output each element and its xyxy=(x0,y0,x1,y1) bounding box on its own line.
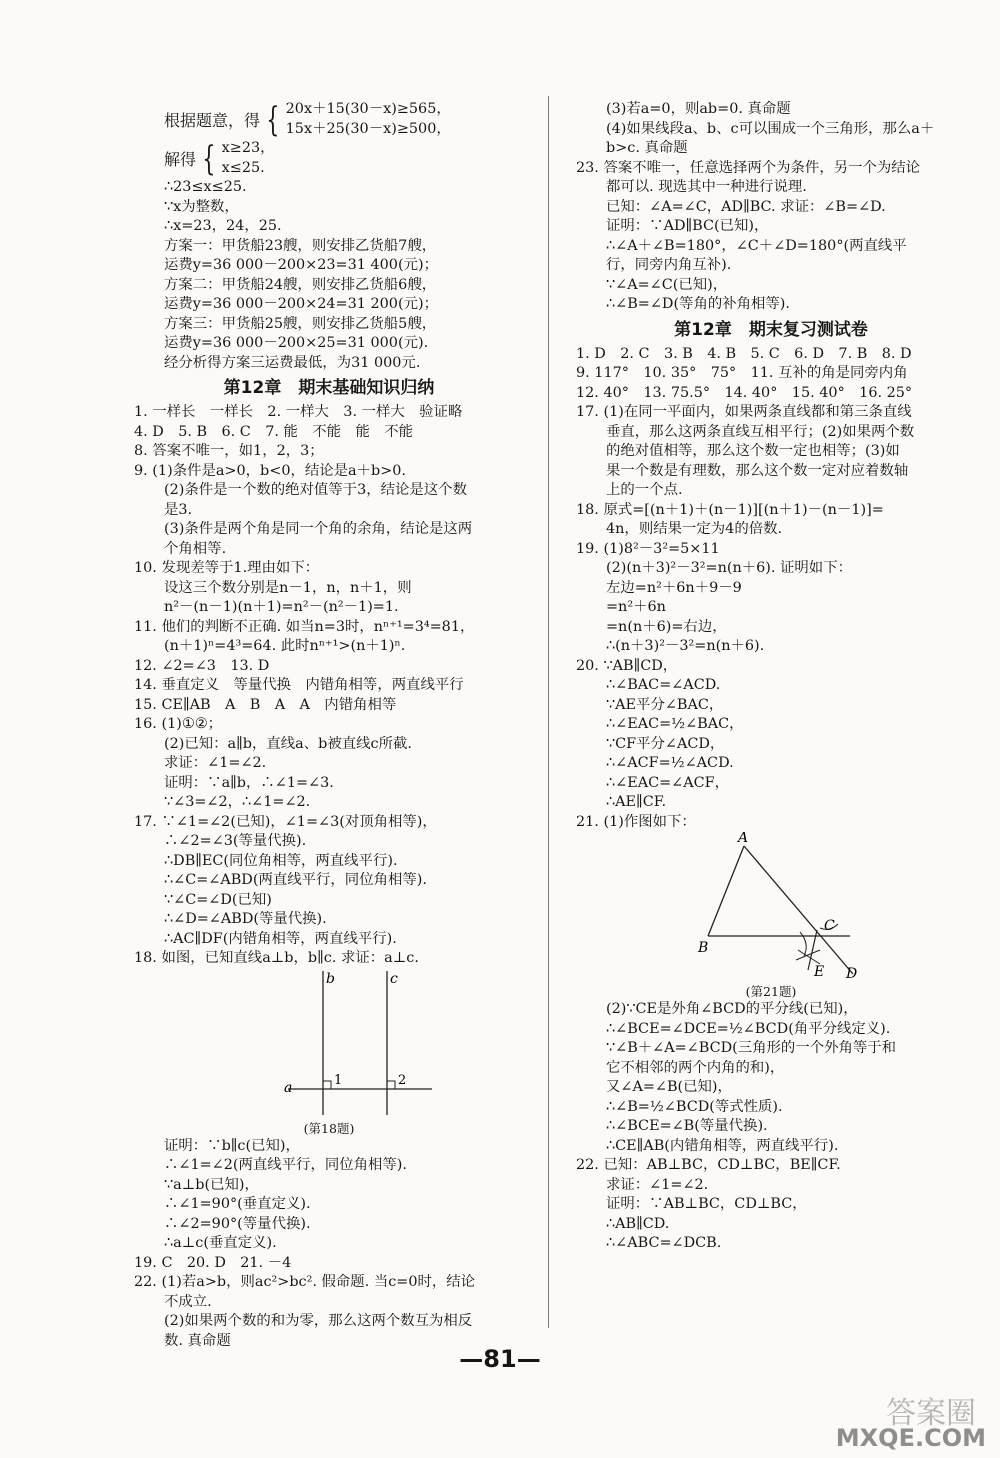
text-line: 方案三：甲货船25艘，则安排乙货船5艘， xyxy=(164,315,437,332)
text-line: 它不相邻的两个内角的和)， xyxy=(606,1059,785,1076)
side-AB xyxy=(708,846,744,936)
text-line: (2)(n＋3)²－3²=n(n＋6). 证明如下： xyxy=(606,560,852,576)
text-line: 运费y=36 000－200×25=31 000(元). xyxy=(164,335,429,351)
text-line: ∴∠ACF=½∠ACD. xyxy=(606,755,734,771)
text-line: ∴∠EAC=½∠BAC， xyxy=(606,716,744,732)
text-line: ∴AB∥CD. xyxy=(606,1215,670,1232)
text-line: 4n，则结果一定为4的倍数. xyxy=(606,521,783,537)
right-text-block-b xyxy=(558,345,984,833)
text-line: ∴∠1=∠2(两直线平行，同位角相等). xyxy=(164,1157,407,1173)
text-line: n²－(n－1)(n＋1)=n²－(n²－1)=1. xyxy=(164,599,399,615)
text-line: ∴∠2=∠3(等量代换). xyxy=(164,833,307,849)
text-line: ∴CE∥AB(内错角相等，两直线平行). xyxy=(606,1137,839,1154)
label-angle-1: 1 xyxy=(334,1072,343,1088)
text-line: 个角相等. xyxy=(164,540,227,557)
text-line: ∴∠BCE=∠B(等量代换). xyxy=(606,1118,768,1134)
text-line: ∴∠D=∠ABD(等量代换). xyxy=(164,911,327,927)
text-line: 1. D 2. C 3. B 4. B 5. C 6. D 7. B 8. D xyxy=(576,345,912,362)
text-line: (2)如果两个数的和为零，那么这两个数互为相反 xyxy=(164,1313,473,1329)
text-line: 16. (1)①②； xyxy=(134,716,223,732)
text-line: 不成立. xyxy=(164,1293,212,1310)
text-line: 证明：∵AD∥BC(已知)， xyxy=(606,218,769,234)
left-text-block-a xyxy=(116,178,542,373)
text-line: b>c. 真命题 xyxy=(606,140,688,156)
text-line: 已知：∠A=∠C，AD∥BC. 求证：∠B=∠D. xyxy=(606,198,886,215)
label-c: c xyxy=(390,970,398,987)
section-heading-basics: 第12章 期末基础知识归纳 xyxy=(223,378,435,398)
text-line: =n(n＋6)=右边， xyxy=(606,618,727,635)
figure-21 xyxy=(558,832,984,1000)
text-line: ∵∠B＋∠A=∠BCD(三角形的一个外角等于和 xyxy=(606,1040,897,1056)
text-line: ∴∠ABC=∠DCB. xyxy=(606,1235,722,1251)
text-line: ∴∠1=90°(垂直定义). xyxy=(164,1196,311,1212)
text-line: 设这三个数分别是n－1，n，n＋1，则 xyxy=(164,579,412,596)
text-line: 19. C 20. D 21. －4 xyxy=(134,1254,292,1271)
text-line: (3)条件是两个角是同一个角的余角，结论是这两 xyxy=(164,521,473,537)
text-line: 的绝对值相等，那么这个数一定也相等；(3)如 xyxy=(606,443,900,459)
text-line: ∴AE∥CF. xyxy=(606,794,667,810)
text-line: ∵x为整数， xyxy=(164,198,239,215)
text-line: ∴∠A＋∠B=180°，∠C＋∠D=180°(两直线平 xyxy=(606,237,907,254)
text-line: 17. ∵∠1=∠2(已知)，∠1=∠3(对顶角相等)， xyxy=(134,813,437,830)
text-line: 方案二：甲货船24艘，则安排乙货船6艘， xyxy=(164,276,437,293)
label-C: C xyxy=(824,918,835,934)
text-line: 左边=n²＋6n＋9－9 xyxy=(606,579,742,596)
label-angle-2: 2 xyxy=(398,1072,407,1088)
text-line: 求证：∠1=∠2. xyxy=(606,1176,709,1193)
text-line: ∴a⊥c(垂直定义). xyxy=(164,1235,277,1251)
label-A: A xyxy=(738,832,749,846)
left-text-block-b xyxy=(116,403,542,969)
text-line: ∴∠EAC=∠ACF， xyxy=(606,774,730,791)
text-line: 求证：∠1=∠2. xyxy=(164,755,267,771)
text-line: 上的一个点. xyxy=(606,482,683,498)
text-line: 行，同旁内角互补). xyxy=(606,257,732,273)
watermark-text: MXQE.COM xyxy=(835,1424,986,1452)
text-line: 4. D 5. B 6. C 7. 能 不能 能 不能 xyxy=(134,423,414,440)
text-line: 证明：∵a∥b，∴∠1=∠3. xyxy=(164,774,334,791)
text-line: 运费y=36 000－200×23=31 400(元)； xyxy=(164,257,438,273)
text-line: 20. ∵AB∥CD， xyxy=(576,657,678,674)
section-heading-test: 第12章 期末复习测试卷 xyxy=(674,319,868,340)
figure-18 xyxy=(116,969,542,1137)
text-line: 方案一：甲货船23艘，则安排乙货船7艘， xyxy=(164,237,437,254)
figure-18-diagram xyxy=(116,969,542,1119)
label-B: B xyxy=(698,940,709,956)
text-line: (2)已知：a∥b，直线a、b被直线c所截. xyxy=(164,735,412,752)
right-text-block-a xyxy=(558,100,984,315)
side-AC-extended-D xyxy=(744,846,853,974)
text-line: ∵a⊥b(已知)， xyxy=(164,1176,259,1193)
text-line: 果一个数是有理数，那么这个数一定对应着数轴 xyxy=(606,462,909,479)
text-line: 22. 已知：AB⊥BC，CD⊥BC，BE∥CF. xyxy=(576,1157,841,1173)
text-line: ∴∠2=90°(等量代换). xyxy=(164,1215,311,1232)
left-text-block-c xyxy=(116,1137,542,1352)
text-line: 18. 如图，已知直线a⊥b，b∥c. 求证：a⊥c. xyxy=(134,950,419,966)
text-line: 9. (1)条件是a>0，b<0，结论是a＋b>0. xyxy=(134,462,407,479)
right-angle-mark-2 xyxy=(387,1081,395,1089)
text-line: 运费y=36 000－200×24=31 200(元)； xyxy=(164,296,438,312)
construction-arc-3 xyxy=(798,950,820,964)
right-angle-mark-1 xyxy=(323,1081,331,1089)
text-line: ∴∠C=∠ABD(两直线平行，同位角相等). xyxy=(164,872,427,888)
label-a: a xyxy=(284,1079,293,1096)
left-column xyxy=(116,100,542,1351)
text-line: (3)若a=0，则ab=0. 真命题 xyxy=(606,101,791,117)
right-text-block-c xyxy=(558,1000,984,1254)
figure-18-caption: (第18题) xyxy=(303,1120,355,1136)
text-line: 11. 他们的判断不正确. 如当n=3时，nⁿ⁺¹=3⁴=81， xyxy=(134,618,475,635)
text-line: 又∠A=∠B(已知)， xyxy=(606,1079,732,1095)
text-line: (2)条件是一个数的绝对值等于3，结论是这个数 xyxy=(164,482,467,498)
text-line: 12. 40° 13. 75.5° 14. 40° 15. 40° 16. 25° xyxy=(576,384,913,401)
text-line: 23. 答案不唯一，任意选择两个为条件，另一个为结论 xyxy=(576,159,921,176)
brace-prefix: 根据题意，得 xyxy=(164,111,261,130)
text-line: ∵∠3=∠2，∴∠1=∠2. xyxy=(164,794,311,810)
text-line: 15. CE∥AB A B A A 内错角相等 xyxy=(134,696,397,713)
text-line: 是3. xyxy=(164,501,193,518)
text-line: ∴x=23，24，25. xyxy=(164,218,282,234)
solution-1: x≥23， xyxy=(221,140,275,156)
inequality-system xyxy=(116,100,542,139)
watermark-logo xyxy=(824,1388,994,1454)
text-line: ∵∠A=∠C(已知)， xyxy=(606,276,728,293)
text-line: 19. (1)8²－3²=5×11 xyxy=(576,540,720,557)
text-line: ∵CF平分∠ACD， xyxy=(606,735,725,752)
text-line: ∴∠BCE=∠DCE=½∠BCD(角平分线定义). xyxy=(606,1020,891,1037)
text-line: 垂直，那么这两条直线互相平行；(2)如果两个数 xyxy=(606,423,915,440)
text-line: (n＋1)ⁿ=4³=64. 此时nⁿ⁺¹>(n＋1)ⁿ. xyxy=(164,638,406,654)
text-line: 22. (1)若a>b，则ac²>bc². 假命题. 当c=0时，结论 xyxy=(134,1274,476,1290)
solution-system xyxy=(116,139,542,178)
text-line: 14. 垂直定义 等量代换 内错角相等，两直线平行 xyxy=(134,677,464,693)
page-number: —81— xyxy=(459,1345,541,1373)
text-line: 18. 原式=[(n＋1)＋(n－1)][(n＋1)－(n－1)]= xyxy=(576,501,884,518)
text-line: ∴∠B=∠D(等角的补角相等). xyxy=(606,296,790,312)
text-line: 证明：∵AB⊥BC，CD⊥BC， xyxy=(606,1196,807,1212)
label-E: E xyxy=(814,964,825,980)
text-line: =n²＋6n xyxy=(606,599,666,615)
right-column xyxy=(558,100,984,1254)
text-line: ∴∠BAC=∠ACD. xyxy=(606,677,721,693)
column-divider xyxy=(548,96,549,1328)
text-line: 8. 答案不唯一，如1，2，3； xyxy=(134,443,324,459)
left-brace-icon: { xyxy=(266,99,280,140)
text-line: 9. 117° 10. 35° 75° 11. 互补的角是同旁内角 xyxy=(576,365,908,381)
text-line: ∴(n＋3)²－3²=n(n＋6). xyxy=(606,638,765,654)
figure-21-diagram xyxy=(558,832,984,982)
text-line: ∴AC∥DF(内错角相等，两直线平行). xyxy=(164,930,397,947)
text-line: ∵∠C=∠D(已知) xyxy=(164,891,272,908)
text-line: 都可以. 现选其中一种进行说理. xyxy=(606,179,807,195)
inequality-1: 20x＋15(30－x)≥565， xyxy=(285,101,451,117)
text-line: 17. (1)在同一平面内，如果两条直线都和第三条直线 xyxy=(576,404,912,420)
label-D: D xyxy=(846,966,858,982)
solution-2: x≤25. xyxy=(221,159,265,176)
text-line: ∵AE平分∠BAC， xyxy=(606,696,724,713)
text-line: 10. 发现差等于1.理由如下： xyxy=(134,560,320,576)
text-line: 1. 一样长 一样长 2. 一样大 3. 一样大 验证略 xyxy=(134,404,463,420)
text-line: (2)∵CE是外角∠BCD的平分线(已知)， xyxy=(606,1001,858,1017)
figure-21-caption: (第21题) xyxy=(745,984,797,999)
text-line: (4)如果线段a、b、c可以围成一个三角形，那么a＋ xyxy=(606,120,935,137)
solve-prefix: 解得 xyxy=(164,150,197,169)
label-b: b xyxy=(326,970,335,987)
text-line: 21. (1)作图如下： xyxy=(576,813,696,830)
text-line: 数. 真命题 xyxy=(164,1332,231,1349)
text-line: 经分析得方案三运费最低，为31 000元. xyxy=(164,354,421,371)
left-brace-icon: { xyxy=(202,138,216,179)
inequality-2: 15x＋25(30－x)≥500， xyxy=(285,120,451,137)
text-line: ∴DB∥EC(同位角相等，两直线平行). xyxy=(164,852,398,869)
text-line: 12. ∠2=∠3 13. D xyxy=(134,657,270,674)
text-line: ∴∠B=½∠BCD(等式性质). xyxy=(606,1098,783,1115)
watermark-seal-icon: 答案圈 xyxy=(886,1396,976,1431)
text-line: ∴23≤x≤25. xyxy=(164,179,247,195)
text-line: 证明：∵b∥c(已知)， xyxy=(164,1137,300,1154)
